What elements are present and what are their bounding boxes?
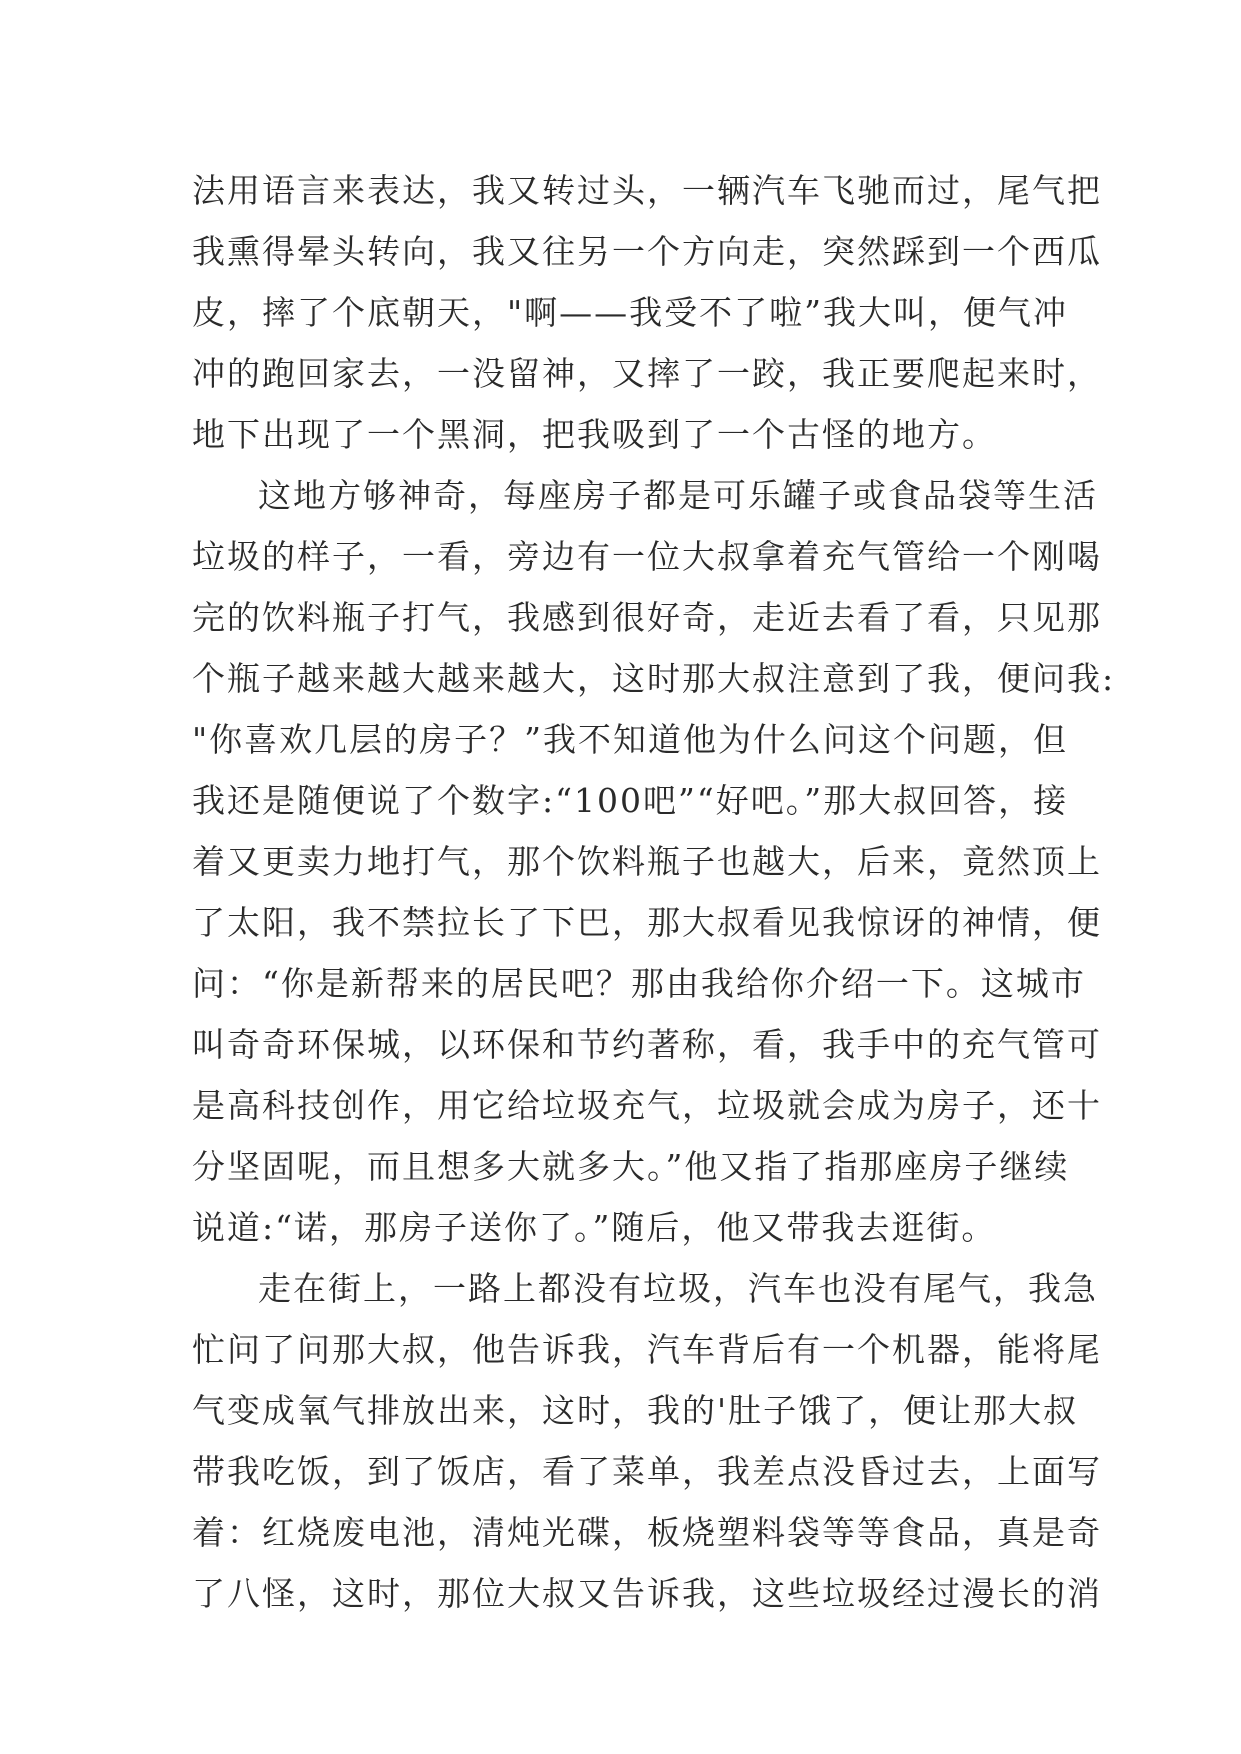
text-line: 着：红烧废电池，清炖光碟，板烧塑料袋等等食品，真是奇: [192, 1513, 1102, 1552]
paragraph-start-line: 走在街上，一路上都没有垃圾，汽车也没有尾气，我急: [258, 1269, 1098, 1308]
text-line: 带我吃饭，到了饭店，看了菜单，我差点没昏过去，上面写: [192, 1452, 1102, 1491]
text-line: 是高科技创作，用它给垃圾充气，垃圾就会成为房子，还十: [192, 1086, 1102, 1125]
text-line: 了八怪，这时，那位大叔又告诉我，这些垃圾经过漫长的消: [192, 1574, 1102, 1613]
text-line: 叫奇奇环保城，以环保和节约著称，看，我手中的充气管可: [192, 1025, 1102, 1064]
paragraph-start-line: 这地方够神奇，每座房子都是可乐罐子或食品袋等生活: [258, 476, 1098, 515]
text-line: 着又更卖力地打气，那个饮料瓶子也越大，后来，竟然顶上: [192, 842, 1102, 881]
text-line: 分坚固呢，而且想多大就多大。”他又指了指那座房子继续: [192, 1147, 1070, 1186]
text-line: 我熏得晕头转向，我又往另一个方向走，突然踩到一个西瓜: [192, 232, 1102, 271]
text-line: 问：“你是新帮来的居民吧？那由我给你介绍一下。这城市: [192, 964, 1086, 1003]
text-line: 说道:“诺，那房子送你了。”随后，他又带我去逛街。: [192, 1208, 997, 1247]
text-line: 冲的跑回家去，一没留神，又摔了一跤，我正要爬起来时，: [192, 354, 1102, 393]
text-line: 地下出现了一个黑洞，把我吸到了一个古怪的地方。: [192, 415, 997, 454]
text-line: 气变成氧气排放出来，这时，我的'肚子饿了，便让那大叔: [192, 1391, 1079, 1430]
text-line: 皮，摔了个底朝天，"啊——我受不了啦”我大叫，便气冲: [192, 293, 1069, 332]
body-text: [192, 160, 1116, 1624]
text-line: 我还是随便说了个数字:“100吧”“好吧。”那大叔回答，接: [192, 781, 1069, 820]
text-line: 垃圾的样子，一看，旁边有一位大叔拿着充气管给一个刚喝: [192, 537, 1102, 576]
text-line: "你喜欢几层的房子？”我不知道他为什么问这个问题，但: [192, 720, 1069, 759]
text-line: 个瓶子越来越大越来越大，这时那大叔注意到了我，便问我:: [192, 659, 1116, 698]
text-line: 了太阳，我不禁拉长了下巴，那大叔看见我惊讶的神情，便: [192, 903, 1102, 942]
text-line: 完的饮料瓶子打气，我感到很好奇，走近去看了看，只见那: [192, 598, 1102, 637]
text-line: 忙问了问那大叔，他告诉我，汽车背后有一个机器，能将尾: [192, 1330, 1102, 1369]
text-line: 法用语言来表达，我又转过头，一辆汽车飞驰而过，尾气把: [192, 171, 1102, 210]
